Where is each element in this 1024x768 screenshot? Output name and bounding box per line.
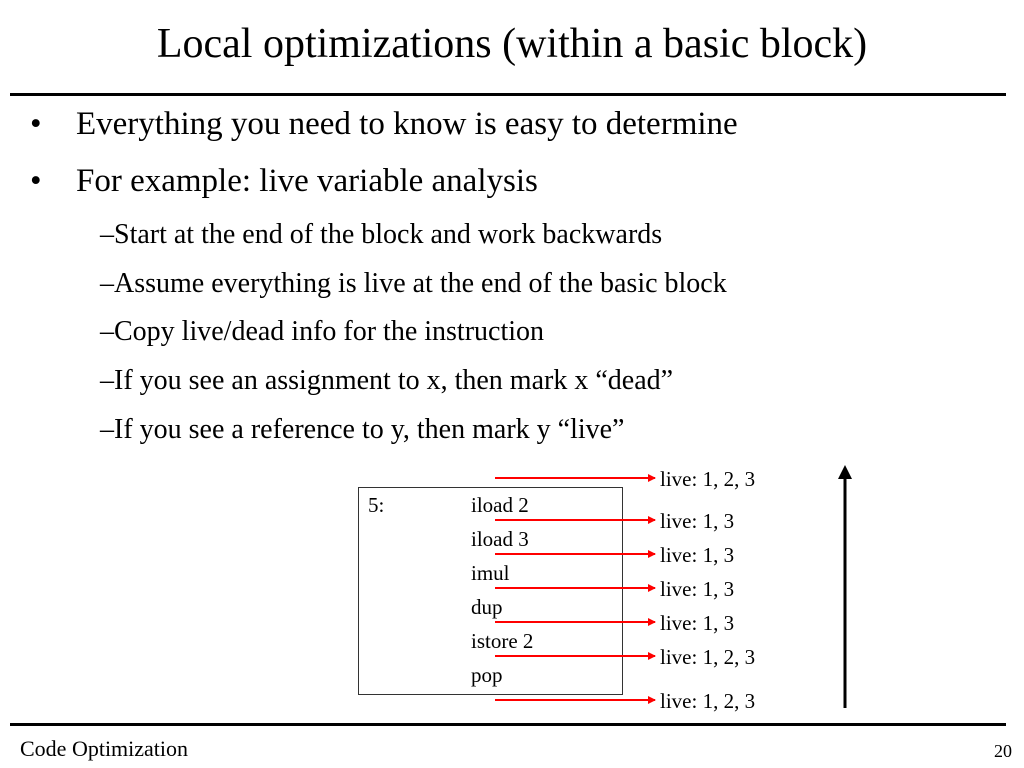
footer-title: Code Optimization <box>20 736 189 761</box>
sub-bullet: –Assume everything is live at the end of the basic block <box>100 268 727 299</box>
sub-bullet: –Copy live/dead info for the instruction <box>100 316 545 347</box>
instruction: istore 2 <box>471 629 534 653</box>
bullet-dot: • <box>30 163 42 199</box>
instruction: imul <box>471 561 510 585</box>
instruction: iload 2 <box>471 493 529 517</box>
slide-title: Local optimizations (within a basic block) <box>156 21 868 67</box>
live-set: live: 1, 3 <box>660 577 735 601</box>
bullet-text: Everything you need to know is easy to determine <box>76 106 738 142</box>
live-set: live: 1, 3 <box>660 611 735 635</box>
instruction: dup <box>471 595 503 619</box>
sub-bullet: –If you see an assignment to x, then mark x “dead” <box>100 365 674 396</box>
live-set: live: 1, 2, 3 <box>660 645 756 669</box>
live-set: live: 1, 2, 3 <box>660 467 756 491</box>
bullet-dot: • <box>30 106 42 142</box>
block-label: 5: <box>368 493 385 517</box>
live-set: live: 1, 3 <box>660 509 735 533</box>
live-set: live: 1, 3 <box>660 543 735 567</box>
instruction: pop <box>471 663 503 687</box>
instruction: iload 3 <box>471 527 529 551</box>
bullet-text: For example: live variable analysis <box>76 163 538 199</box>
live-set: live: 1, 2, 3 <box>660 689 756 713</box>
footer-divider <box>10 723 1006 726</box>
sub-bullet: –Start at the end of the block and work backwards <box>100 219 663 250</box>
sub-bullet: –If you see a reference to y, then mark y “live” <box>100 414 625 445</box>
page-number: 20 <box>994 741 1012 761</box>
